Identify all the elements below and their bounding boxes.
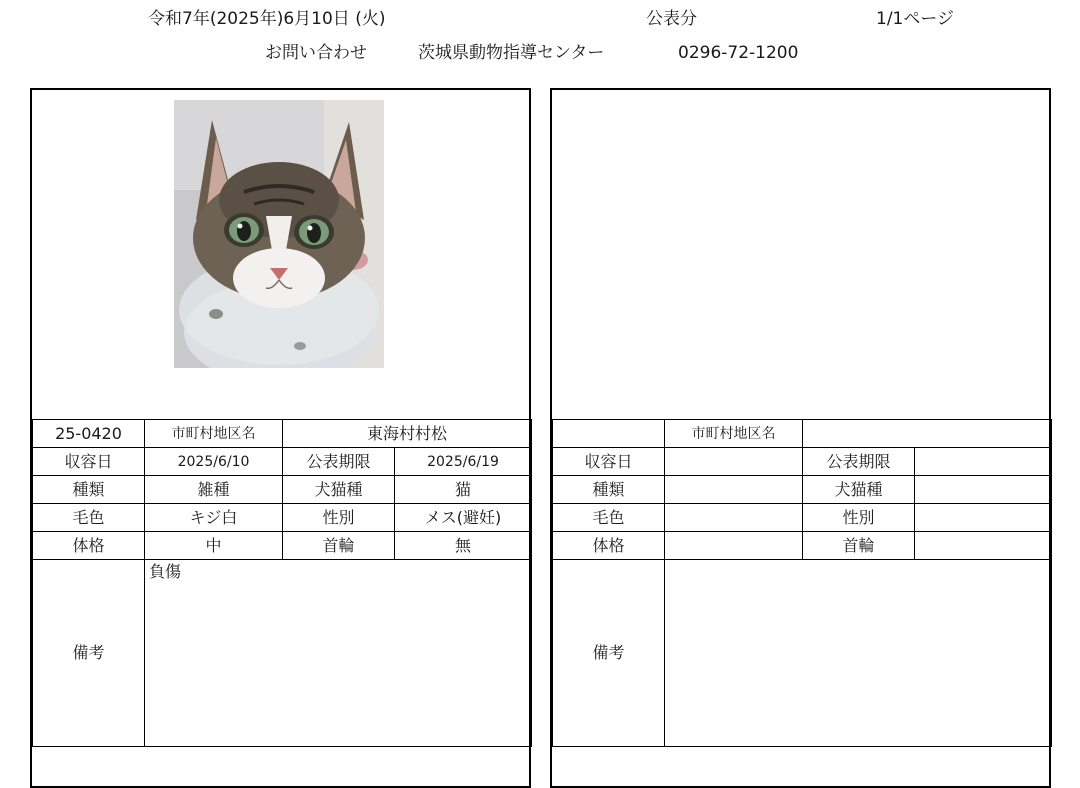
area-value <box>803 420 1052 448</box>
table-row <box>33 420 532 448</box>
table-row <box>33 532 532 560</box>
size-value: 中 <box>145 532 283 560</box>
coat-value: キジ白 <box>145 504 283 532</box>
coat-value <box>665 504 803 532</box>
collar-value <box>915 532 1052 560</box>
table-row <box>553 476 1052 504</box>
collar-label: 首輪 <box>283 532 395 560</box>
table-row <box>33 504 532 532</box>
species-label: 犬猫種 <box>283 476 395 504</box>
table-row <box>33 476 532 504</box>
sex-value: メス(避妊) <box>395 504 532 532</box>
coat-label: 毛色 <box>553 504 665 532</box>
species-value <box>915 476 1052 504</box>
animal-id: 25-0420 <box>33 420 145 448</box>
table-row <box>553 504 1052 532</box>
deadline-label: 公表期限 <box>283 448 395 476</box>
kind-value: 雑種 <box>145 476 283 504</box>
intake-date-value <box>665 448 803 476</box>
photo-area <box>32 90 529 419</box>
deadline-value: 2025/6/19 <box>395 448 532 476</box>
intake-date-label: 収容日 <box>33 448 145 476</box>
size-label: 体格 <box>553 532 665 560</box>
deadline-value <box>915 448 1052 476</box>
sex-label: 性別 <box>283 504 395 532</box>
publication-date: 令和7年(2025年)6月10日 (火) <box>148 9 386 29</box>
species-label: 犬猫種 <box>803 476 915 504</box>
deadline-label: 公表期限 <box>803 448 915 476</box>
contact-label: お問い合わせ <box>265 43 367 63</box>
contact-organization: 茨城県動物指導センター <box>418 43 605 63</box>
table-row <box>33 448 532 476</box>
table-row <box>553 560 1052 747</box>
size-value <box>665 532 803 560</box>
remarks-label: 備考 <box>33 560 145 747</box>
page-indicator: 1/1ページ <box>876 9 955 29</box>
size-label: 体格 <box>33 532 145 560</box>
table-row <box>33 560 532 747</box>
photo-area <box>552 90 1049 419</box>
animal-info-table-1 <box>32 419 532 747</box>
species-value: 猫 <box>395 476 532 504</box>
collar-value: 無 <box>395 532 532 560</box>
animal-card-2 <box>550 88 1051 788</box>
contact-phone: 0296-72-1200 <box>678 43 799 63</box>
table-row <box>553 420 1052 448</box>
sex-value <box>915 504 1052 532</box>
area-label: 市町村地区名 <box>665 420 803 448</box>
table-row <box>553 448 1052 476</box>
table-row <box>553 532 1052 560</box>
remarks-value: 負傷 <box>145 560 532 747</box>
sex-label: 性別 <box>803 504 915 532</box>
animal-card-1 <box>30 88 531 788</box>
remarks-value <box>665 560 1052 747</box>
kind-label: 種類 <box>33 476 145 504</box>
coat-label: 毛色 <box>33 504 145 532</box>
intake-date-value: 2025/6/10 <box>145 448 283 476</box>
animal-id <box>553 420 665 448</box>
area-label: 市町村地区名 <box>145 420 283 448</box>
publication-label: 公表分 <box>646 9 697 29</box>
kind-label: 種類 <box>553 476 665 504</box>
kind-value <box>665 476 803 504</box>
intake-date-label: 収容日 <box>553 448 665 476</box>
cat-photo <box>174 100 384 368</box>
animal-info-table-2 <box>552 419 1052 747</box>
collar-label: 首輪 <box>803 532 915 560</box>
area-value: 東海村村松 <box>283 420 532 448</box>
remarks-label: 備考 <box>553 560 665 747</box>
